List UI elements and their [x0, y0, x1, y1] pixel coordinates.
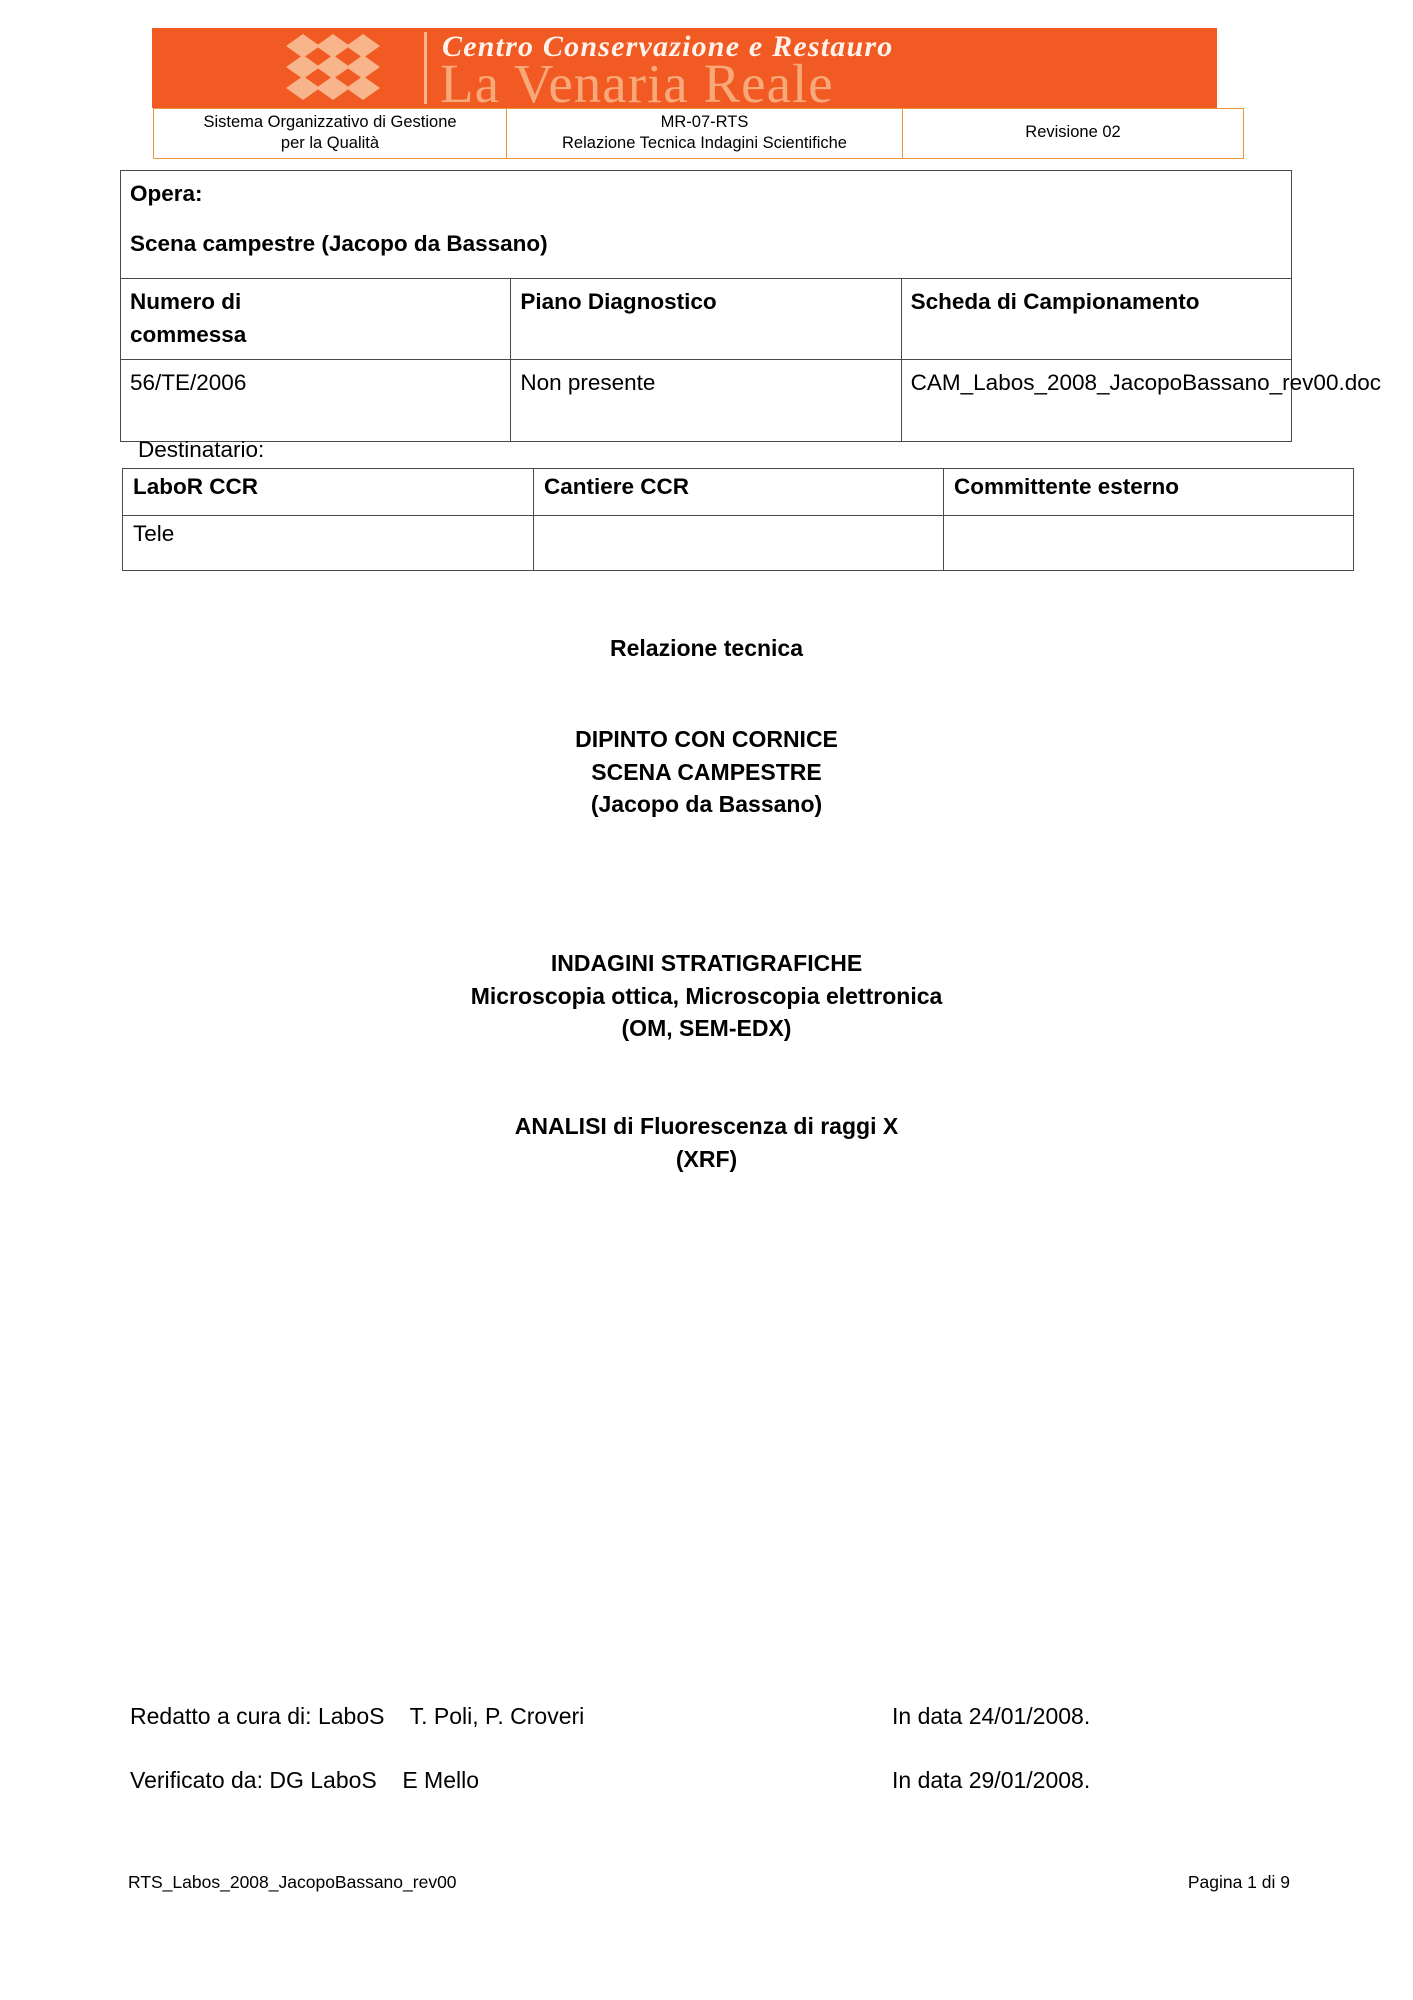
destinatario-header-row	[123, 469, 1354, 516]
destinatario-value-committente	[944, 516, 1354, 571]
opera-header-commessa-line2: commessa	[130, 321, 247, 347]
opera-header-commessa-line1: Numero di	[130, 289, 242, 314]
signature-redatto-text: Redatto a cura di: LaboS T. Poli, P. Croveri	[130, 1703, 585, 1729]
title-xrf-line1: ANALISI di Fluorescenza di raggi X	[514, 1113, 899, 1139]
opera-title-row	[121, 171, 1292, 279]
destinatario-value-cantiere	[534, 516, 944, 571]
header-system-line1: Sistema Organizzativo di Gestione	[203, 113, 457, 131]
opera-title-cell	[121, 171, 1292, 279]
header-system-line2: per la Qualità	[280, 133, 380, 152]
title-dipinto-line3: (Jacopo da Bassano)	[590, 791, 823, 818]
document-header-table	[153, 108, 1244, 159]
title-indagini-line3: (OM, SEM-EDX)	[621, 1015, 792, 1042]
title-block-dipinto	[0, 723, 1413, 821]
footer-filename: RTS_Labos_2008_JacopoBassano_rev00	[128, 1872, 457, 1892]
opera-value-commessa: 56/TE/2006	[121, 360, 511, 442]
banner-title-primary: Centro Conservazione e Restauro	[442, 30, 894, 63]
header-cell-revision: Revisione 02	[903, 109, 1244, 159]
title-dipinto-line1: DIPINTO CON CORNICE	[575, 726, 838, 752]
opera-table	[120, 170, 1381, 442]
opera-header-commessa	[121, 279, 511, 360]
destinatario-header-labor: LaboR CCR	[123, 469, 534, 516]
title-xrf-line2: (XRF)	[675, 1145, 738, 1172]
header-table-row	[154, 109, 1244, 159]
opera-value: Scena campestre (Jacopo da Bassano)	[130, 230, 548, 256]
title-indagini-line2: Microscopia ottica, Microscopia elettronica	[470, 982, 943, 1009]
opera-value-row	[121, 360, 1292, 442]
destinatario-header-cantiere: Cantiere CCR	[534, 469, 944, 516]
header-doc-code: MR-07-RTS	[660, 113, 749, 131]
opera-header-scheda: Scheda di Campionamento	[901, 279, 1291, 360]
destinatario-value-labor: Tele	[123, 516, 534, 571]
banner-title-secondary: La Venaria Reale	[440, 53, 834, 108]
brand-banner	[152, 28, 1217, 108]
opera-value-scheda: CAM_Labos_2008_JacopoBassano_rev00.doc	[901, 360, 1291, 442]
title-block-indagini	[0, 947, 1413, 1045]
signature-verificato-text: Verificato da: DG LaboS E Mello	[130, 1767, 480, 1793]
destinatario-header-committente: Committente esterno	[944, 469, 1354, 516]
signature-verificato-date: In data 29/01/2008.	[892, 1767, 1091, 1793]
opera-header-piano: Piano Diagnostico	[511, 279, 901, 360]
relazione-tecnica-heading: Relazione tecnica	[609, 635, 804, 661]
header-cell-docid	[507, 109, 903, 159]
opera-header-row	[121, 279, 1292, 360]
signature-redatto-date: In data 24/01/2008.	[892, 1703, 1091, 1729]
header-doc-title: Relazione Tecnica Indagini Scientifiche	[562, 133, 847, 152]
title-dipinto-line2: SCENA CAMPESTRE	[591, 758, 822, 785]
opera-label: Opera:	[130, 181, 203, 206]
destinatario-table	[122, 468, 1354, 571]
diamond-grid-logo-icon	[282, 32, 412, 104]
title-indagini-line1: INDAGINI STRATIGRAFICHE	[550, 950, 863, 976]
destinatario-label: Destinatario:	[138, 437, 265, 462]
header-cell-system	[154, 109, 507, 159]
title-block-xrf	[0, 1110, 1413, 1175]
opera-value-piano: Non presente	[511, 360, 901, 442]
destinatario-value-row	[123, 516, 1354, 571]
footer-page-number: Pagina 1 di 9	[1187, 1872, 1290, 1892]
banner-divider	[424, 32, 427, 104]
